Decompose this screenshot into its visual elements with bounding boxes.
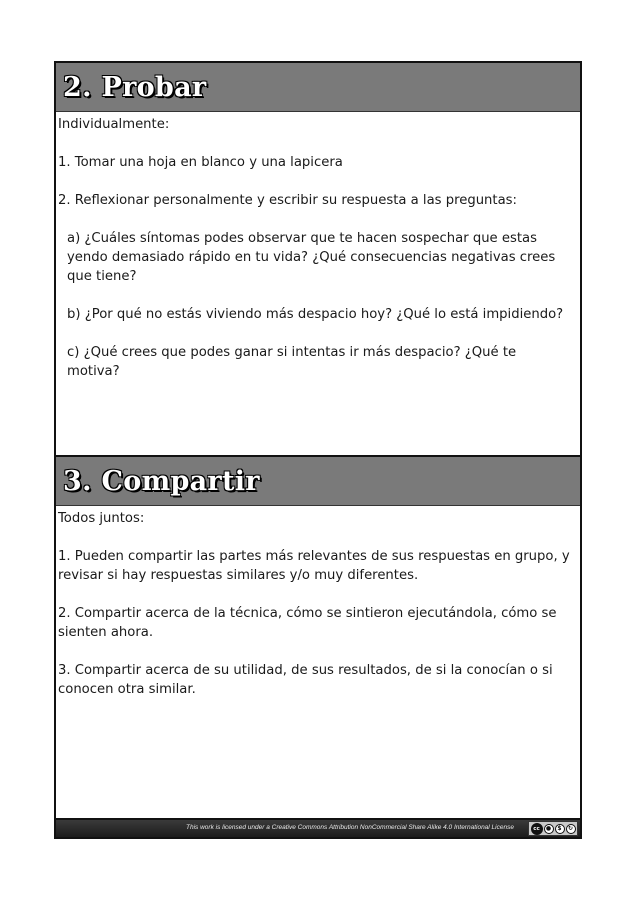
probar-question-b: b) ¿Por qué no estás viviendo más despacio hoy? ¿Qué lo está impidiendo?	[67, 307, 564, 322]
compartir-step-2: 2. Compartir acerca de la técnica, cómo se sintieron ejecutándola, cómo se sienten ahora.	[58, 606, 557, 640]
probar-question-c: c) ¿Qué crees que podes ganar si intentas ir más despacio? ¿Qué te motiva?	[67, 345, 517, 379]
license-footer	[56, 818, 580, 837]
cc-license-badge[interactable]	[528, 821, 578, 836]
nc-icon: $	[555, 824, 565, 834]
section-header-probar	[56, 63, 580, 112]
section-header-compartir	[56, 457, 580, 506]
compartir-step-1: 1. Pueden compartir las partes más relevantes de sus respuestas en grupo, y revisar si hay respuestas similares y/o muy diferentes.	[58, 549, 570, 583]
section-body-probar	[56, 112, 580, 381]
probar-step-2: 2. Reflexionar personalmente y escribir su respuesta a las preguntas:	[58, 193, 517, 208]
section-title-compartir: 3. Compartir	[63, 465, 260, 497]
compartir-intro: Todos juntos:	[58, 511, 145, 526]
sa-icon: ↻	[566, 824, 576, 834]
by-icon: ●	[544, 824, 554, 834]
compartir-step-3: 3. Compartir acerca de su utilidad, de sus resultados, de si la conocían o si conocen otra similar.	[58, 663, 553, 697]
probar-step-1: 1. Tomar una hoja en blanco y una lapicera	[58, 155, 343, 170]
probar-question-a: a) ¿Cuáles síntomas podes observar que te hacen sospechar que estas yendo demasiado rápido en tu vida? ¿Qué consecuencias negativas crees que tiene?	[67, 231, 556, 284]
license-text: This work is licensed under a Creative Commons Attribution NonCommercial Share Alike 4.0 International License	[186, 824, 514, 831]
probar-intro: Individualmente:	[58, 117, 170, 132]
cc-icon: cc	[531, 823, 543, 835]
section-title-probar: 2. Probar	[63, 71, 207, 103]
section-body-compartir	[56, 506, 580, 699]
section-compartir	[56, 455, 580, 824]
worksheet-frame	[54, 61, 582, 839]
section-probar	[56, 63, 580, 455]
